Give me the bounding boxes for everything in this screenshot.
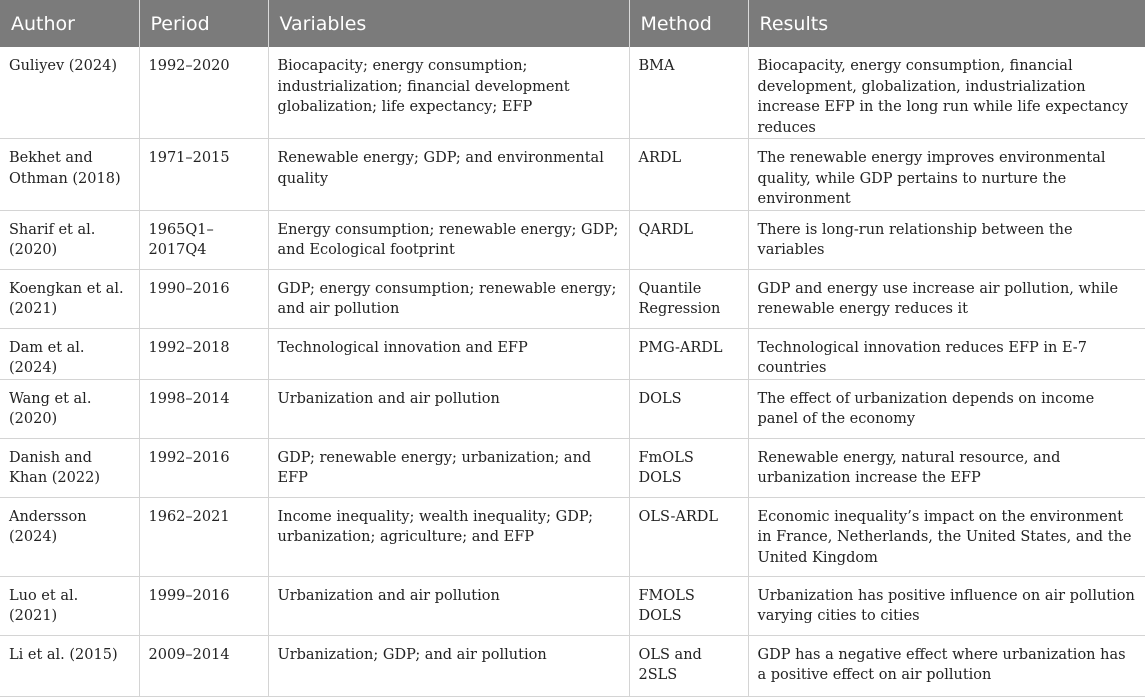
cell-results: Economic inequality’s impact on the environment in France, Netherlands, the United States, and the United Kingdom	[748, 497, 1145, 576]
table-row	[0, 635, 1145, 696]
table-body	[0, 47, 1145, 696]
cell-author: Li et al. (2015)	[0, 635, 139, 696]
cell-author: Dam et al. (2024)	[0, 328, 139, 379]
table-row	[0, 210, 1145, 269]
cell-period: 2009–2014	[139, 635, 268, 696]
cell-author: Guliyev (2024)	[0, 47, 139, 139]
cell-author: Luo et al. (2021)	[0, 576, 139, 635]
cell-period: 1962–2021	[139, 497, 268, 576]
cell-variables: Biocapacity; energy consumption; industrialization; financial development globalization; life expectancy; EFP	[268, 47, 629, 139]
cell-method: BMA	[629, 47, 748, 139]
cell-author: Wang et al. (2020)	[0, 379, 139, 438]
table-row	[0, 269, 1145, 328]
cell-period: 1998–2014	[139, 379, 268, 438]
cell-period: 1992–2020	[139, 47, 268, 139]
header-row	[0, 0, 1145, 47]
table-row	[0, 438, 1145, 497]
header-author: Author	[0, 0, 139, 47]
cell-method: OLS-ARDL	[629, 497, 748, 576]
cell-period: 1999–2016	[139, 576, 268, 635]
cell-method: OLS and 2SLS	[629, 635, 748, 696]
cell-results: Renewable energy, natural resource, and urbanization increase the EFP	[748, 438, 1145, 497]
cell-period: 1990–2016	[139, 269, 268, 328]
cell-results: The renewable energy improves environmental quality, while GDP pertains to nurture the environment	[748, 139, 1145, 211]
cell-period: 1965Q1–2017Q4	[139, 210, 268, 269]
cell-method: ARDL	[629, 139, 748, 211]
cell-method: Quantile Regression	[629, 269, 748, 328]
table-row	[0, 328, 1145, 379]
cell-variables: Urbanization and air pollution	[268, 379, 629, 438]
header-results: Results	[748, 0, 1145, 47]
cell-period: 1992–2018	[139, 328, 268, 379]
cell-results: Biocapacity, energy consumption, financial development, globalization, industrialization increase EFP in the long run while life expectancy reduces	[748, 47, 1145, 139]
header-method: Method	[629, 0, 748, 47]
cell-author: Andersson (2024)	[0, 497, 139, 576]
cell-method: FmOLS DOLS	[629, 438, 748, 497]
cell-results: Urbanization has positive influence on air pollution varying cities to cities	[748, 576, 1145, 635]
cell-variables: Technological innovation and EFP	[268, 328, 629, 379]
cell-variables: Income inequality; wealth inequality; GDP; urbanization; agriculture; and EFP	[268, 497, 629, 576]
table-row	[0, 497, 1145, 576]
table-row	[0, 139, 1145, 211]
cell-method: FMOLS DOLS	[629, 576, 748, 635]
cell-results: GDP and energy use increase air pollution, while renewable energy reduces it	[748, 269, 1145, 328]
cell-results: GDP has a negative effect where urbanization has a positive effect on air pollution	[748, 635, 1145, 696]
cell-variables: Renewable energy; GDP; and environmental quality	[268, 139, 629, 211]
cell-variables: GDP; renewable energy; urbanization; and EFP	[268, 438, 629, 497]
table-row	[0, 576, 1145, 635]
cell-variables: Urbanization and air pollution	[268, 576, 629, 635]
cell-author: Danish and Khan (2022)	[0, 438, 139, 497]
cell-period: 1971–2015	[139, 139, 268, 211]
table-row	[0, 47, 1145, 139]
cell-method: PMG-ARDL	[629, 328, 748, 379]
cell-variables: Energy consumption; renewable energy; GDP; and Ecological footprint	[268, 210, 629, 269]
cell-author: Bekhet and Othman (2018)	[0, 139, 139, 211]
cell-period: 1992–2016	[139, 438, 268, 497]
header-period: Period	[139, 0, 268, 47]
cell-variables: GDP; energy consumption; renewable energy; and air pollution	[268, 269, 629, 328]
cell-results: Technological innovation reduces EFP in E-7 countries	[748, 328, 1145, 379]
cell-author: Sharif et al. (2020)	[0, 210, 139, 269]
cell-method: DOLS	[629, 379, 748, 438]
header-variables: Variables	[268, 0, 629, 47]
cell-results: There is long-run relationship between the variables	[748, 210, 1145, 269]
cell-variables: Urbanization; GDP; and air pollution	[268, 635, 629, 696]
table-header	[0, 0, 1145, 47]
cell-author: Koengkan et al. (2021)	[0, 269, 139, 328]
cell-results: The effect of urbanization depends on income panel of the economy	[748, 379, 1145, 438]
cell-method: QARDL	[629, 210, 748, 269]
table-row	[0, 379, 1145, 438]
